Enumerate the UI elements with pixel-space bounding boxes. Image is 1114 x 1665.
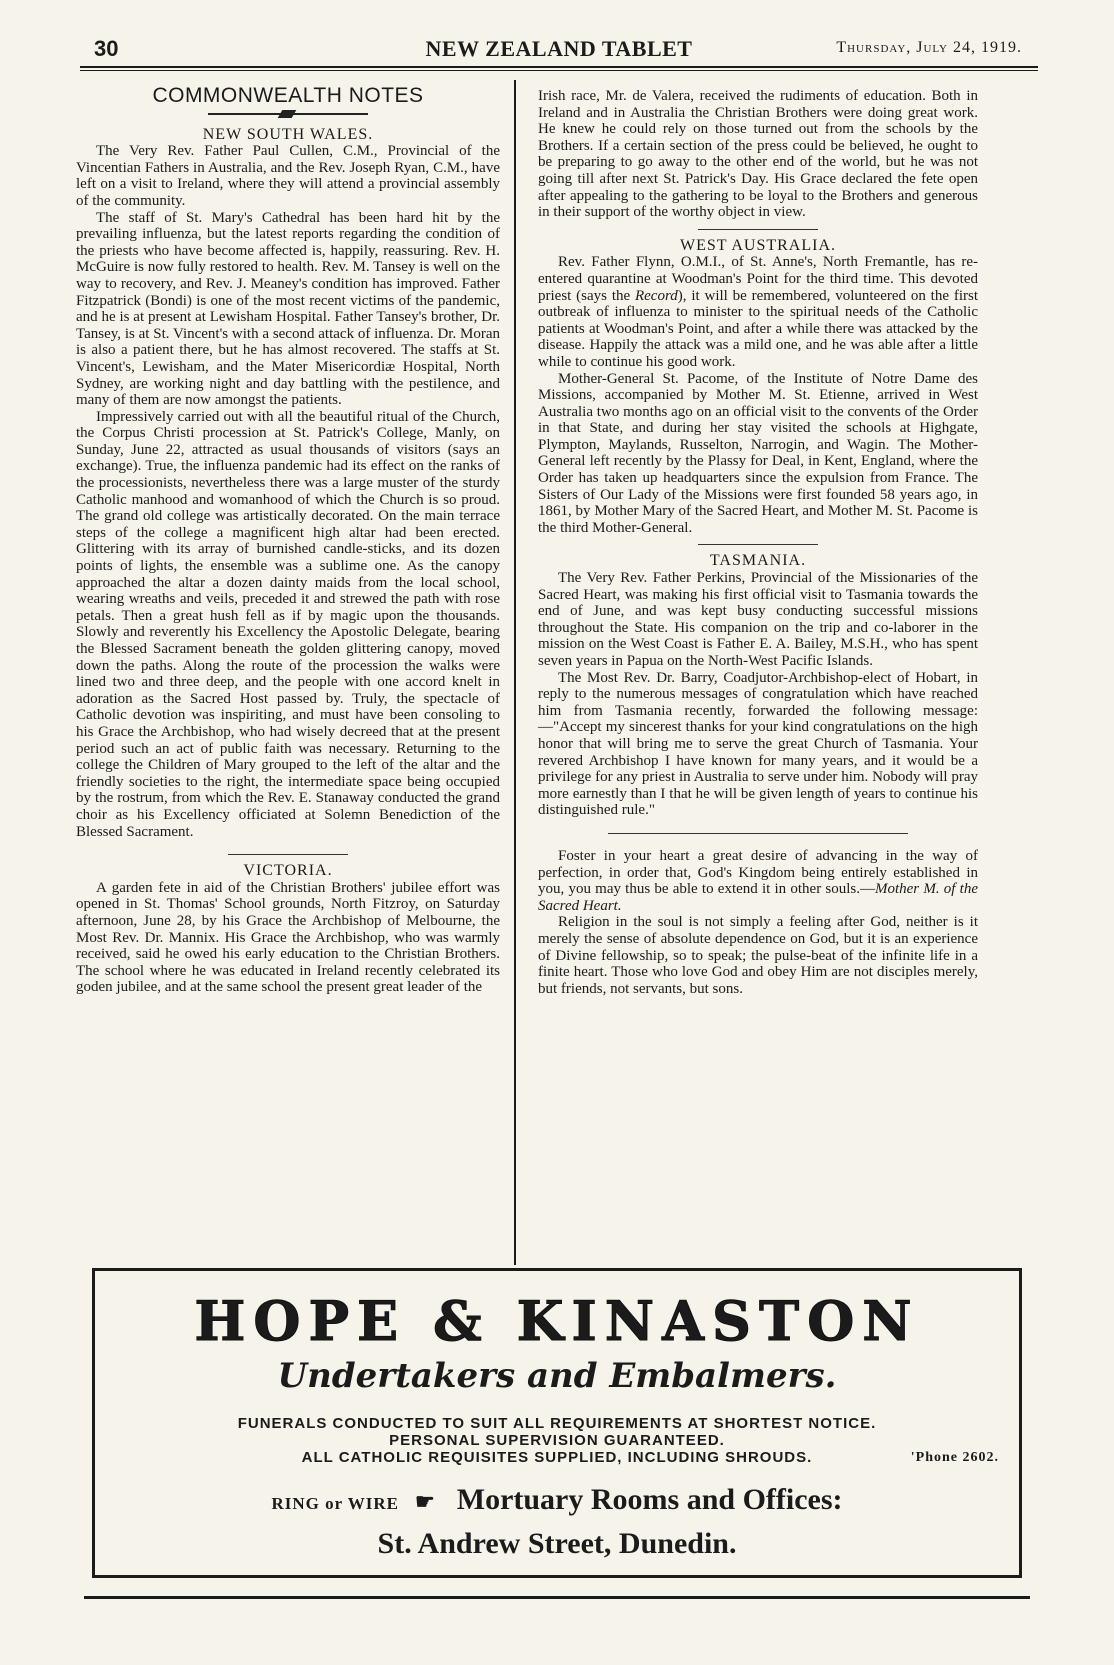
victoria-paragraph: A garden fete in aid of the Christian Brothers' jubilee effort was opened in St. Thomas' School grounds, North Fitzroy, on Saturday afternoon, June 28, by his Grace the Archbishop of Melbourne, the Most Rev. Dr. Mannix. His Grace the Archbishop, who was warmly received, said he owed his early education to the Christian Brothers. The school where he was educated in Ireland recently celebrated its goden jubilee, and at the same school the present great leader of the: [76, 879, 500, 996]
header-rule: [80, 66, 1038, 68]
ad-ring: RING or WIRE: [271, 1494, 400, 1513]
ad-firm-name: HOPE & KINASTON: [194, 1289, 920, 1353]
quote-attribution: Mother M. of the Sacred Heart.: [538, 881, 978, 914]
ad-line: FUNERALS CONDUCTED TO SUIT ALL REQUIREMENTS AT SHORTEST NOTICE.: [237, 1415, 877, 1432]
quote-paragraph: Foster in your heart a great desire of advancing in the way of perfection, in order that, God's Kingdom being entirely established in you, you may thus be able to extend it in other souls.—Mother M. of the Sacred Heart.: [538, 847, 978, 914]
tas-paragraph: The Very Rev. Father Perkins, Provincial of the Missionaries of the Sacred Heart, was making his first official visit to Tasmania towards the end of June, and was kept busy conducting successful missions throughout the State. His companion on the trip and co-laborer in the mission on the West Coast is Father E. A. Bailey, M.S.H., who has spent seven years in Papua on the North-West Pacific Islands.: [538, 570, 978, 669]
tas-heading: TASMANIA.: [709, 552, 807, 570]
issue-date: Thursday, July 24, 1919.: [836, 39, 1022, 56]
footer-rule: [84, 1596, 1030, 1599]
ad-line-row: [95, 1449, 1019, 1466]
wa-heading: WEST AUSTRALIA.: [679, 236, 837, 254]
funeral-advertisement: [92, 1268, 1022, 1578]
ad-rooms: Mortuary Rooms and Offices:: [456, 1483, 843, 1516]
right-column: [538, 88, 978, 997]
header-rule-thin: [80, 70, 1038, 71]
ad-address: St. Andrew Street, Dunedin.: [377, 1527, 737, 1560]
nsw-heading: NEW SOUTH WALES.: [202, 125, 374, 143]
masthead-title: NEW ZEALAND TABLET: [425, 36, 693, 61]
left-column: [76, 84, 500, 996]
wa-paragraph: Mother-General St. Pacome, of the Institute of Notre Dame des Missions, accompanied by Mother M. St. Etienne, arrived in West Australia two months ago on an official visit to the convents of the Order in that State, and during her stay visited the schools at Highgate, Plympton, Maylands, Russelton, Narrogin, and Wagin. The Mother-General left recently by the Plassy for Deal, in Kent, England, where the Order has taken up headquarters since the expulsion from France. The Sisters of Our Lady of the Missions were first founded 58 years ago, in 1861, by Mother Mary of the Sacred Heart, and Mother M. St. Pacome is the third Mother-General.: [538, 370, 978, 536]
wa-paragraph: Rev. Father Flynn, O.M.I., of St. Anne's, North Fremantle, has re-entered quarantine at Woodman's Point for the third time. This devoted priest (says the Record), it will be remembered, volunteered on the first outbreak of influenza to minister to the spiritual needs of the Catholic patients at Woodman's Point, and after a while there was attacked by the disease. Happily the attack was a mild one, and he was able after a little while to continue his good work.: [538, 254, 978, 370]
page-header: [80, 36, 1038, 66]
section-heading: COMMONWEALTH NOTES: [152, 84, 424, 107]
column-divider: [514, 80, 516, 1265]
newspaper-name: Record: [634, 287, 678, 304]
ad-line: PERSONAL SUPERVISION GUARANTEED.: [389, 1432, 725, 1449]
continued-paragraph: Irish race, Mr. de Valera, received the rudiments of education. Both in Ireland and in Australia the Christian Brothers were doing great work. He knew he could rely on those turned out from the schools by the Brothers. If a certain section of the press could be believed, he ought to be preparing to go away to the other end of the world, but he was not going till after next St. Patrick's Day. His Grace declared the fete open after appealing to the gathering to be loyal to the Brothers and generous in their support of the worthy object in view.: [538, 88, 978, 221]
tas-paragraph: The Most Rev. Dr. Barry, Coadjutor-Archbishop-elect of Hobart, in reply to the numerous messages of congratulation which have reached him from Tasmania recently, forwarded the following message:—"Accept my sincerest thanks for your kind congratulations on the high honor that will bring me to serve the great Church of Tasmania. Your revered Archbishop I have known for many years, and it would be a privilege for any priest in Australia to serve under him. Nobody will pray more earnestly than I that he will be given length of years to continue his distinguished rule.": [538, 669, 978, 819]
nsw-paragraph: The staff of St. Mary's Cathedral has been hard hit by the prevailing influenza, but the latest reports regarding the condition of the priests who have become affected is, happily, reassuring. Rev. H. McGuire is now fully restored to health. Rev. M. Tansey is well on the way to recovery, and Rev. J. Meaney's condition has improved. Father Fitzpatrick (Bondi) is one of the most recent victims of the pandemic, and he is at present at Lewisham Hospital. Father Tansey's brother, Dr. Tansey, is at St. Vincent's with a second attack of influenza. Dr. Moran is also a patient there, but he has almost recovered. The staffs at St. Vincent's, Lewisham, and the Mater Misericordiæ Hospital, North Sydney, are working night and day battling with the pestilence, and many of them are now amongst the patients.: [76, 209, 500, 409]
page-number: 30: [94, 36, 119, 61]
pointing-hand-icon: ☛: [415, 1489, 435, 1514]
ad-line: ALL CATHOLIC REQUISITES SUPPLIED, INCLUDING SHROUDS.: [301, 1449, 813, 1466]
ad-ring-line: [95, 1482, 1019, 1522]
heading-ornament: [208, 109, 368, 119]
quote-paragraph: Religion in the soul is not simply a feeling after God, neither is it merely the sense of absolute dependence on God, but it is an experience of Divine fellowship, so to speak; the pulse-beat of the infinite life in a finite heart. Those who love God and obey Him are not disciples merely, but friends, not servants, but sons.: [538, 914, 978, 997]
ad-phone: 'Phone 2602.: [910, 1450, 999, 1465]
nsw-paragraph: Impressively carried out with all the beautiful ritual of the Church, the Corpus Christi procession at St. Patrick's College, Manly, on Sunday, June 22, attracted as usual thousands of visitors (says an exchange). True, the influenza pandemic had its effect on the ranks of the processionists, nevertheless there was a large muster of the sturdy Catholic manhood and womanhood of which the Church is so proud. The grand old college was artistically decorated. On the main terrace steps of the college a magnificent high altar had been erected. Glittering with its array of burnished candle-sticks, and its dozen points of lights, the ensemble was a sublime one. As the canopy approached the altar a dozen dainty maids from the local school, wearing wreaths and veils, preceded it and strewed the path with rose petals. Then a great hush fell as if by magic upon the thousands. Slowly and reverently his Excellency the Apostolic Delegate, bearing the Blessed Sacrament beneath the golden glittering canopy, moved down the paths. Along the route of the procession the walks were lined two and three deep, and the people with one accord knelt in adoration as the Sacred Host passed by. Truly, the spectacle of Catholic devotion was inspiriting, and must have been consoling to his Grace the Archbishop, who had wisely decreed that at the present period such an act of public faith was necessary. Returning to the college the Children of Mary grouped to the left of the altar and the friendly societies to the right, the intermediate space being occupied by the rostrum, from which the Rev. E. Stanaway conducted the grand choir as his Excellency officiated at Solemn Benediction of the Blessed Sacrament.: [76, 408, 500, 840]
ad-trade: Undertakers and Embalmers.: [277, 1356, 837, 1396]
nsw-paragraph: The Very Rev. Father Paul Cullen, C.M., Provincial of the Vincentian Fathers in Australia, and the Rev. Joseph Ryan, C.M., have left on a visit to Ireland, where they will attend a provincial assembly of the community.: [76, 143, 500, 209]
victoria-heading: VICTORIA.: [243, 862, 333, 880]
